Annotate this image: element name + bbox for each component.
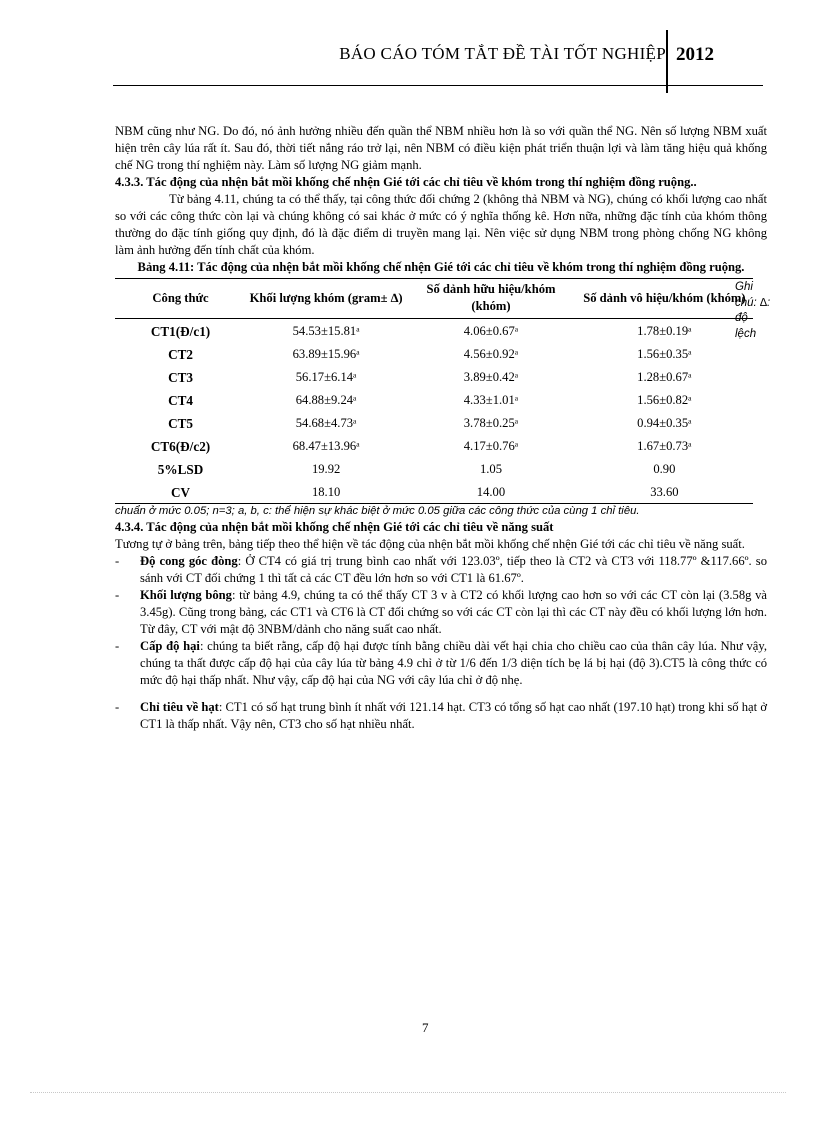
page-number: 7 [422, 1020, 429, 1035]
report-title: BÁO CÁO TÓM TẮT ĐỀ TÀI TỐT NGHIỆP [339, 44, 666, 63]
page-bottom-rule [30, 1092, 786, 1093]
cell-khoi-luong: 64.88±9.24ᵃ [295, 392, 357, 407]
page-header [0, 0, 816, 95]
table-wrapper [115, 278, 771, 504]
bullet-dash: - [115, 639, 120, 653]
table-row [115, 319, 753, 343]
cell-cong-thuc: CT6(Đ/c2) [150, 438, 211, 454]
table-row [115, 342, 753, 365]
cell-danh-huu-hieu: 3.89±0.42ᵃ [463, 369, 519, 384]
list-item [115, 699, 767, 733]
report-year: 2012 [676, 44, 714, 65]
cell-khoi-luong: 18.10 [246, 480, 406, 504]
cell-khoi-luong: 68.47±13.96ᵃ [292, 438, 360, 453]
table-header-row [115, 279, 753, 319]
header-danh-vo-hieu: Số dảnh vô hiệu/khóm (khóm) [576, 279, 753, 319]
cell-danh-vo-hieu: 1.56±0.82ᵃ [637, 392, 692, 407]
cell-khoi-luong: 54.53±15.81ᵃ [292, 323, 360, 338]
table-row [115, 480, 753, 504]
cell-danh-vo-hieu: 1.78±0.19ᵃ [637, 323, 692, 338]
cell-cong-thuc: CT4 [168, 392, 193, 408]
cell-danh-vo-hieu: 1.28±0.67ᵃ [637, 369, 692, 384]
cell-cong-thuc: CT2 [168, 346, 193, 362]
bullet-text: : Ở CT4 có giá trị trung bình cao nhất với 123.03º, tiếp theo là CT2 và CT3 với 118.77º &117.66º. so sánh với CT đối chứng 1 thì tất cả các CT đều lớn hơn so với CT1 là 61.67º. [140, 554, 768, 585]
table-row [115, 434, 753, 457]
table-side-note: Ghi chú: ∆: độ lệch [735, 281, 771, 340]
header-danh-huu-hieu: Số dảnh hữu hiệu/khóm (khóm) [406, 279, 576, 319]
table-row [115, 388, 753, 411]
intro-paragraph: NBM cũng như NG. Do đó, nó ảnh hưởng nhiều đến quần thể NBM nhiều hơn là so với quần thể NG. Nên số lượng NBM xuất hiện trên cây lúa rất ít. Sau đó, thời tiết nắng ráo trở lại, nên NBM có điều kiện phát triển thuận lợi và làm tăng hiệu quả khống chế NG trong thí nghiệm này. Làm số lượng NG giảm mạnh. [115, 124, 767, 172]
bullet-term: Độ cong góc đòng [140, 554, 238, 568]
cell-cong-thuc: CT3 [168, 369, 193, 385]
cell-danh-huu-hieu: 4.56±0.92ᵃ [463, 346, 519, 361]
cell-cong-thuc: 5%LSD [157, 461, 204, 477]
section-433-heading: 4.3.3. Tác động của nhện bắt mồi khống chế nhện Gié tới các chỉ tiêu về khóm trong thí nghiệm đồng ruộng.. [115, 175, 697, 189]
cell-cong-thuc: CV [115, 480, 246, 504]
cell-khoi-luong: 54.68±4.73ᵃ [295, 415, 357, 430]
table-caption: Bảng 4.11: Tác động của nhện bắt mồi khống chế nhện Gié tới các chỉ tiêu về khóm trong thí nghiệm đồng ruộng. [137, 260, 745, 274]
cell-danh-vo-hieu: 1.67±0.73ᵃ [637, 438, 692, 453]
cell-danh-huu-hieu: 14.00 [406, 480, 576, 504]
cell-danh-huu-hieu: 4.17±0.76ᵃ [463, 438, 519, 453]
header-cong-thuc: Công thức [115, 279, 246, 319]
bullet-term: Cấp độ hại [140, 639, 200, 653]
table-row [115, 457, 753, 480]
cell-danh-vo-hieu: 0.94±0.35ᵃ [637, 415, 692, 430]
cell-khoi-luong: 56.17±6.14ᵃ [295, 369, 357, 384]
cell-danh-huu-hieu: 1.05 [479, 461, 502, 476]
cell-danh-vo-hieu: 33.60 [576, 480, 753, 504]
cell-khoi-luong: 19.92 [311, 461, 341, 476]
list-item [115, 553, 767, 587]
bullet-term: Khối lượng bông [140, 588, 232, 602]
yield-indicator-list [115, 553, 767, 733]
section-434-heading: 4.3.4. Tác động của nhện bắt mồi khống chế nhện Gié tới các chỉ tiêu về năng suất [115, 520, 554, 534]
section-433-paragraph: Từ bảng 4.11, chúng ta có thể thấy, tại công thức đối chứng 2 (không thả NBM và NG), chúng có khối lượng cao nhất so với các công thức còn lại và chúng không có sai khác ở mức có ý nghĩa thống kê. Hơn nữa, những đặc tính của khóm thông thường do đặc tính giống quy định, đó là đặc điểm di truyền mang lại. Nên việc sử dụng NBM trong phòng chống NG không làm ảnh hưởng đến tính chất của khóm. [115, 192, 767, 257]
cell-danh-vo-hieu: 0.90 [653, 461, 676, 476]
header-khoi-luong: Khối lượng khóm (gram± ∆) [246, 279, 406, 319]
cell-cong-thuc: CT5 [168, 415, 193, 431]
table-row [115, 411, 753, 434]
list-item [115, 587, 767, 638]
bullet-term: Chỉ tiêu về hạt [140, 700, 219, 714]
header-rule [113, 85, 763, 86]
cell-khoi-luong: 63.89±15.96ᵃ [292, 346, 360, 361]
section-434-paragraph: Tương tự ở bảng trên, bảng tiếp theo thể hiện về tác động của nhện bắt mồi khống chế nhện Gié tới các chỉ tiêu về năng suất. [115, 537, 745, 551]
cell-danh-huu-hieu: 3.78±0.25ᵃ [463, 415, 519, 430]
bullet-dash: - [115, 554, 120, 568]
cell-danh-vo-hieu: 1.56±0.35ᵃ [637, 346, 692, 361]
cell-danh-huu-hieu: 4.33±1.01ᵃ [463, 392, 519, 407]
page-content [115, 123, 771, 733]
bullet-text: : từ bảng 4.9, chúng ta có thể thấy CT 3 v à CT2 có khối lượng cao hơn so với các CT còn lại (3.58g và 3.45g). Cũng trong bảng, các CT1 và CT6 là CT đối chứng so với các CT còn lại thì các CT này đều có khối lượng lớn hơn. Từ đây, CT với mật độ 3NBM/dảnh cho năng suất cao nhất. [140, 588, 768, 636]
bullet-dash: - [115, 588, 120, 602]
table-row [115, 365, 753, 388]
bullet-text: : CT1 có số hạt trung bình ít nhất với 121.14 hạt. CT3 có tổng số hạt cao nhất (197.10 hạt) trong khi số hạt ở CT1 là thấp nhất. Vậy nên, CT3 cho số hạt nhiều nhất. [140, 700, 767, 731]
table-footnote: chuẩn ở mức 0.05; n=3; a, b, c: thể hiện sự khác biệt ở mức 0.05 giữa các công thức của cùng 1 chỉ tiêu. [115, 505, 640, 517]
cell-cong-thuc: CT1(Đ/c1) [150, 323, 211, 339]
bullet-text: : chúng ta biết rằng, cấp độ hại được tính bằng chiều dài vết hại chia cho chiều cao của thân cây lúa. Như vậy, chúng ta thất được cấp độ hại của cây lúa từ bảng 4.9 chỉ ở từ 1/6 đến 1/3 diện tích bẹ lá bị hại (độ 3).CT5 là công thức có mức độ hại thấp nhất. Như vậy, cấp độ hại của NG với cây lúa chỉ ở độ nhẹ. [140, 639, 767, 687]
khom-table [115, 278, 753, 504]
cell-danh-huu-hieu: 4.06±0.67ᵃ [463, 323, 519, 338]
bullet-dash: - [115, 700, 120, 714]
list-item [115, 638, 767, 689]
header-divider [666, 30, 668, 93]
